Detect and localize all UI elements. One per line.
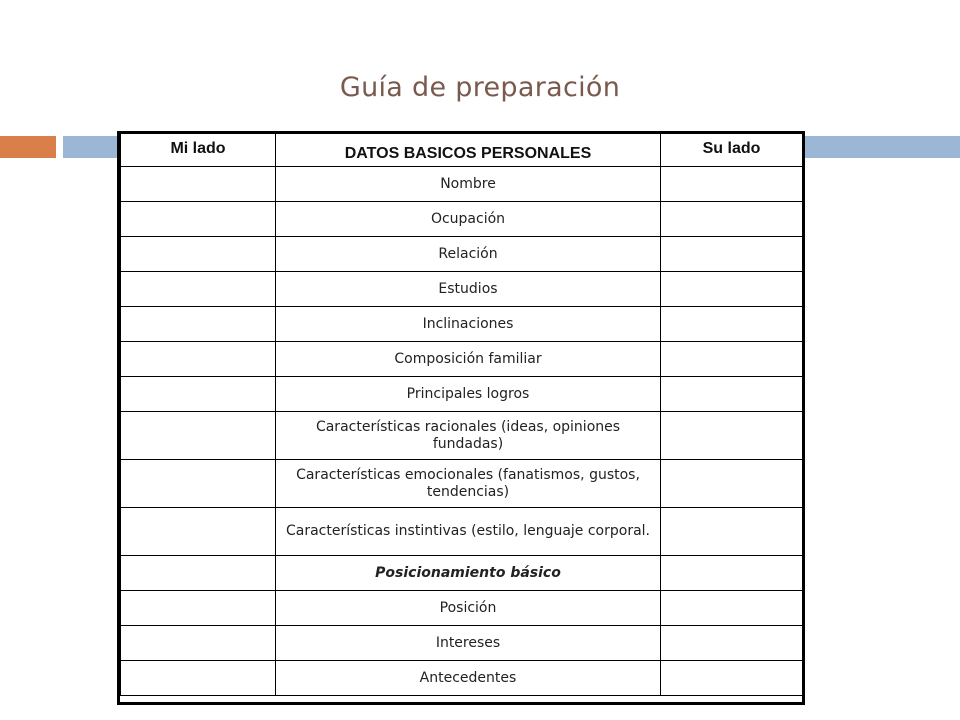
table-border-right: [802, 133, 805, 704]
su-lado-cell: [661, 307, 803, 342]
header-su-lado: Su lado: [661, 134, 803, 167]
row-label: Intereses: [276, 626, 661, 661]
table-row: [121, 661, 803, 696]
su-lado-cell: [661, 661, 803, 696]
su-lado-cell: [661, 460, 803, 508]
mi-lado-cell: [121, 167, 276, 202]
table-row: [121, 202, 803, 237]
mi-lado-cell: [121, 591, 276, 626]
row-label: Composición familiar: [276, 342, 661, 377]
row-label: Características emocionales (fanatismos, gustos, tendencias): [276, 460, 661, 508]
row-label: Posición: [276, 591, 661, 626]
table-border-left: [117, 133, 120, 704]
preparation-table: [120, 133, 803, 696]
su-lado-cell: [661, 237, 803, 272]
row-label: Características racionales (ideas, opiniones fundadas): [276, 412, 661, 460]
page-title: Guía de preparación: [339, 72, 621, 103]
row-label: Principales logros: [276, 377, 661, 412]
mi-lado-cell: [121, 377, 276, 412]
row-label: Características instintivas (estilo, lenguaje corporal.: [276, 508, 661, 556]
mi-lado-cell: [121, 202, 276, 237]
su-lado-cell: [661, 412, 803, 460]
table-row: [121, 377, 803, 412]
table-row: [121, 307, 803, 342]
mi-lado-cell: [121, 626, 276, 661]
table-header-row: [121, 134, 803, 167]
mi-lado-cell: [121, 460, 276, 508]
header-mi-lado: Mi lado: [121, 134, 276, 167]
table-row: [121, 272, 803, 307]
accent-bar-orange: [0, 136, 56, 158]
su-lado-cell: [661, 377, 803, 412]
mi-lado-cell: [121, 307, 276, 342]
su-lado-cell: [661, 342, 803, 377]
mi-lado-cell: [121, 661, 276, 696]
row-label: Inclinaciones: [276, 307, 661, 342]
table-row: [121, 237, 803, 272]
section-label: Posicionamiento básico: [276, 556, 661, 591]
su-lado-cell: [661, 508, 803, 556]
table-border-bottom: [117, 702, 805, 705]
table-row: [121, 412, 803, 460]
table-row: [121, 460, 803, 508]
row-label: Estudios: [276, 272, 661, 307]
mi-lado-cell: [121, 556, 276, 591]
mi-lado-cell: [121, 412, 276, 460]
table-row: [121, 508, 803, 556]
mi-lado-cell: [121, 237, 276, 272]
su-lado-cell: [661, 167, 803, 202]
su-lado-cell: [661, 272, 803, 307]
row-label: Nombre: [276, 167, 661, 202]
section-row: [121, 556, 803, 591]
row-label: Relación: [276, 237, 661, 272]
row-label: Ocupación: [276, 202, 661, 237]
row-label: Antecedentes: [276, 661, 661, 696]
table-row: [121, 626, 803, 661]
table-row: [121, 591, 803, 626]
table-border-top: [117, 131, 805, 134]
su-lado-cell: [661, 556, 803, 591]
su-lado-cell: [661, 202, 803, 237]
table-row: [121, 167, 803, 202]
su-lado-cell: [661, 591, 803, 626]
su-lado-cell: [661, 626, 803, 661]
header-datos-basicos: DATOS BASICOS PERSONALES: [276, 134, 661, 167]
mi-lado-cell: [121, 508, 276, 556]
mi-lado-cell: [121, 342, 276, 377]
table-row: [121, 342, 803, 377]
mi-lado-cell: [121, 272, 276, 307]
